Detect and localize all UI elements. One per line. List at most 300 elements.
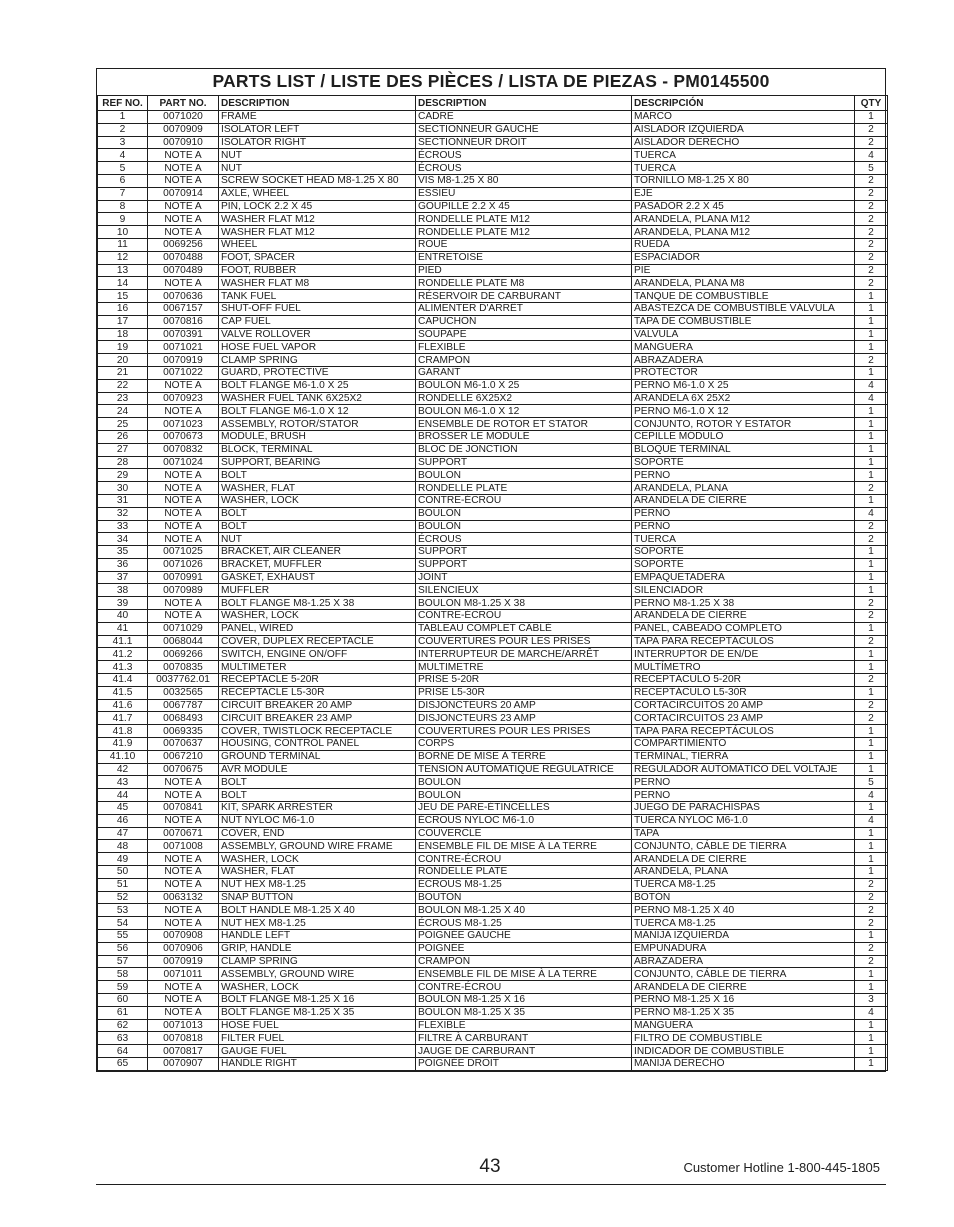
cell-qty: 1	[855, 1032, 888, 1045]
cell-description-fr: ENTRETOISE	[416, 251, 632, 264]
cell-part-no: 0070906	[148, 942, 219, 955]
cell-description-fr: CRAMPON	[416, 955, 632, 968]
cell-description-en: WASHER FLAT M8	[219, 277, 416, 290]
table-row	[98, 750, 888, 763]
cell-description-fr: DISJONCTEURS 20 AMP	[416, 699, 632, 712]
cell-qty: 4	[855, 1006, 888, 1019]
cell-qty: 2	[855, 904, 888, 917]
cell-description-es: ABRAZADERA	[632, 955, 855, 968]
cell-description-fr: FLEXIBLE	[416, 1019, 632, 1032]
cell-description-es: COMPARTIMIENTO	[632, 738, 855, 751]
table-row	[98, 622, 888, 635]
table-row	[98, 776, 888, 789]
table-row	[98, 456, 888, 469]
cell-qty: 1	[855, 328, 888, 341]
cell-qty: 2	[855, 174, 888, 187]
cell-description-es: SOPORTE	[632, 456, 855, 469]
table-row	[98, 392, 888, 405]
cell-qty: 1	[855, 1045, 888, 1058]
cell-part-no: NOTE A	[148, 379, 219, 392]
table-row	[98, 482, 888, 495]
header-part-no: PART NO.	[148, 96, 219, 111]
cell-description-en: SUPPORT, BEARING	[219, 456, 416, 469]
cell-description-es: VALVULA	[632, 328, 855, 341]
cell-ref-no: 5	[98, 162, 148, 175]
cell-description-es: TANQUE DE COMBUSTIBLE	[632, 290, 855, 303]
table-row	[98, 712, 888, 725]
cell-description-es: PANEL, CABEADO COMPLETO	[632, 622, 855, 635]
cell-description-fr: CONTRE-ÉCROU	[416, 494, 632, 507]
header-qty: QTY	[855, 96, 888, 111]
cell-qty: 1	[855, 1057, 888, 1070]
cell-part-no: NOTE A	[148, 520, 219, 533]
cell-description-es: ABRAZADERA	[632, 354, 855, 367]
page-number: 43	[479, 1156, 501, 1177]
cell-description-fr: CONTRE-ÉCROU	[416, 610, 632, 623]
cell-description-en: WASHER, LOCK	[219, 853, 416, 866]
parts-table-body	[98, 111, 888, 1071]
cell-part-no: 0070673	[148, 430, 219, 443]
table-row	[98, 917, 888, 930]
cell-ref-no: 42	[98, 763, 148, 776]
cell-description-fr: GARANT	[416, 366, 632, 379]
cell-ref-no: 55	[98, 930, 148, 943]
cell-description-fr: ENSEMBLE DE ROTOR ET STATOR	[416, 418, 632, 431]
cell-ref-no: 45	[98, 802, 148, 815]
cell-description-fr: BOULON M8-1.25 X 35	[416, 1006, 632, 1019]
cell-ref-no: 41.6	[98, 699, 148, 712]
cell-description-es: TUERCA M8-1.25	[632, 878, 855, 891]
table-row	[98, 302, 888, 315]
cell-qty: 2	[855, 213, 888, 226]
cell-description-fr: CADRE	[416, 111, 632, 124]
cell-description-en: FOOT, RUBBER	[219, 264, 416, 277]
cell-description-es: PERNO M8-1.25 X 40	[632, 904, 855, 917]
cell-ref-no: 41.1	[98, 635, 148, 648]
cell-ref-no: 31	[98, 494, 148, 507]
cell-description-fr: CAPUCHON	[416, 315, 632, 328]
cell-description-es: RECEPTÁCULO 5-20R	[632, 674, 855, 687]
cell-description-en: COVER, DUPLEX RECEPTACLE	[219, 635, 416, 648]
cell-qty: 2	[855, 187, 888, 200]
cell-ref-no: 4	[98, 149, 148, 162]
cell-ref-no: 41.4	[98, 674, 148, 687]
cell-ref-no: 64	[98, 1045, 148, 1058]
cell-description-es: PERNO	[632, 776, 855, 789]
cell-ref-no: 16	[98, 302, 148, 315]
cell-description-fr: BLOC DE JONCTION	[416, 443, 632, 456]
cell-description-en: WASHER, LOCK	[219, 981, 416, 994]
cell-description-fr: COUVERTURES POUR LES PRISES	[416, 725, 632, 738]
table-row	[98, 507, 888, 520]
cell-part-no: 0037762.01	[148, 674, 219, 687]
cell-description-fr: RONDELLE PLATE M12	[416, 213, 632, 226]
cell-description-fr: CORPS	[416, 738, 632, 751]
cell-description-en: BOLT	[219, 520, 416, 533]
cell-qty: 2	[855, 251, 888, 264]
cell-qty: 2	[855, 264, 888, 277]
cell-part-no: NOTE A	[148, 993, 219, 1006]
cell-qty: 1	[855, 302, 888, 315]
cell-part-no: NOTE A	[148, 597, 219, 610]
cell-part-no: NOTE A	[148, 853, 219, 866]
cell-part-no: NOTE A	[148, 494, 219, 507]
cell-part-no: 0070908	[148, 930, 219, 943]
cell-ref-no: 37	[98, 571, 148, 584]
cell-description-es: ARANDELA, PLANA M12	[632, 213, 855, 226]
cell-qty: 1	[855, 1019, 888, 1032]
cell-part-no: NOTE A	[148, 533, 219, 546]
table-row	[98, 469, 888, 482]
cell-part-no: 0070835	[148, 661, 219, 674]
table-row	[98, 405, 888, 418]
cell-part-no: NOTE A	[148, 226, 219, 239]
cell-description-en: BRACKET, AIR CLEANER	[219, 546, 416, 559]
cell-qty: 1	[855, 802, 888, 815]
cell-description-en: BOLT FLANGE M6-1.0 X 12	[219, 405, 416, 418]
cell-description-fr: BOULON	[416, 520, 632, 533]
cell-part-no: 0071026	[148, 558, 219, 571]
cell-ref-no: 1	[98, 111, 148, 124]
table-row	[98, 123, 888, 136]
cell-part-no: 0067210	[148, 750, 219, 763]
cell-description-fr: ÉCROUS M8-1.25	[416, 878, 632, 891]
cell-ref-no: 8	[98, 200, 148, 213]
table-row	[98, 187, 888, 200]
table-row	[98, 904, 888, 917]
cell-description-es: ARANDELA DE CIERRE	[632, 981, 855, 994]
cell-qty: 2	[855, 354, 888, 367]
cell-description-en: GROUND TERMINAL	[219, 750, 416, 763]
cell-description-fr: SILENCIEUX	[416, 584, 632, 597]
cell-description-fr: CRAMPON	[416, 354, 632, 367]
cell-part-no: 0071022	[148, 366, 219, 379]
table-row	[98, 763, 888, 776]
cell-description-es: REGULADOR AUTOMÁTICO DEL VOLTAJE	[632, 763, 855, 776]
table-row	[98, 430, 888, 443]
cell-description-es: AISLADOR DERECHO	[632, 136, 855, 149]
cell-description-fr: BOULON M8-1.25 X 38	[416, 597, 632, 610]
cell-qty: 1	[855, 840, 888, 853]
cell-qty: 2	[855, 878, 888, 891]
cell-description-en: WASHER, LOCK	[219, 494, 416, 507]
cell-part-no: NOTE A	[148, 469, 219, 482]
cell-description-es: MARCO	[632, 111, 855, 124]
cell-description-fr: SOUPAPE	[416, 328, 632, 341]
cell-part-no: NOTE A	[148, 174, 219, 187]
cell-description-es: ARANDELA DE CIERRE	[632, 494, 855, 507]
cell-ref-no: 27	[98, 443, 148, 456]
cell-description-fr: BOULON	[416, 789, 632, 802]
header-description-fr: DESCRIPTION	[416, 96, 632, 111]
table-row	[98, 738, 888, 751]
cell-description-en: NUT HEX M8-1.25	[219, 878, 416, 891]
cell-description-fr: RONDELLE PLATE M12	[416, 226, 632, 239]
cell-description-fr: ÉCROUS	[416, 149, 632, 162]
cell-qty: 2	[855, 635, 888, 648]
cell-part-no: 0071013	[148, 1019, 219, 1032]
cell-ref-no: 52	[98, 891, 148, 904]
cell-part-no: 0068044	[148, 635, 219, 648]
cell-description-en: SHUT-OFF FUEL	[219, 302, 416, 315]
cell-qty: 4	[855, 814, 888, 827]
table-row	[98, 341, 888, 354]
cell-description-es: ARANDELA DE CIERRE	[632, 610, 855, 623]
cell-part-no: NOTE A	[148, 776, 219, 789]
cell-description-en: BOLT HANDLE M8-1.25 X 40	[219, 904, 416, 917]
cell-ref-no: 2	[98, 123, 148, 136]
cell-part-no: 0067157	[148, 302, 219, 315]
cell-description-es: PERNO	[632, 789, 855, 802]
cell-qty: 2	[855, 597, 888, 610]
cell-description-es: CONJUNTO, CÁBLE DE TIERRA	[632, 840, 855, 853]
cell-qty: 1	[855, 341, 888, 354]
cell-part-no: 0068493	[148, 712, 219, 725]
cell-description-es: AISLADOR IZQUIERDA	[632, 123, 855, 136]
table-row	[98, 699, 888, 712]
cell-qty: 1	[855, 853, 888, 866]
cell-description-en: RECEPTACLE 5-20R	[219, 674, 416, 687]
cell-ref-no: 32	[98, 507, 148, 520]
cell-description-en: VALVE ROLLOVER	[219, 328, 416, 341]
table-row	[98, 814, 888, 827]
cell-description-fr: SUPPORT	[416, 546, 632, 559]
cell-qty: 1	[855, 111, 888, 124]
cell-part-no: NOTE A	[148, 482, 219, 495]
cell-qty: 1	[855, 571, 888, 584]
cell-description-es: ARANDELA 6X 25X2	[632, 392, 855, 405]
cell-qty: 2	[855, 277, 888, 290]
cell-description-es: ARANDELA, PLANA	[632, 866, 855, 879]
cell-description-fr: ÉCROUS	[416, 533, 632, 546]
table-row	[98, 136, 888, 149]
cell-ref-no: 19	[98, 341, 148, 354]
cell-description-fr: ÉCROUS NYLOC M6-1.0	[416, 814, 632, 827]
cell-description-en: CAP FUEL	[219, 315, 416, 328]
cell-description-en: HANDLE LEFT	[219, 930, 416, 943]
cell-description-en: NUT	[219, 533, 416, 546]
cell-description-en: CIRCUIT BREAKER 23 AMP	[219, 712, 416, 725]
cell-description-fr: BROSSER LE MODULE	[416, 430, 632, 443]
table-row	[98, 955, 888, 968]
cell-description-fr: FILTRE À CARBURANT	[416, 1032, 632, 1045]
cell-description-es: SOPORTE	[632, 558, 855, 571]
cell-qty: 4	[855, 392, 888, 405]
cell-part-no: 0070989	[148, 584, 219, 597]
cell-part-no: 0069266	[148, 648, 219, 661]
cell-qty: 1	[855, 315, 888, 328]
cell-ref-no: 29	[98, 469, 148, 482]
cell-qty: 2	[855, 482, 888, 495]
table-row	[98, 494, 888, 507]
cell-description-fr: BOULON M8-1.25 X 16	[416, 993, 632, 1006]
table-row	[98, 968, 888, 981]
table-row	[98, 610, 888, 623]
cell-description-es: EMPUÑADURA	[632, 942, 855, 955]
cell-description-fr: CONTRE-ÉCROU	[416, 981, 632, 994]
cell-description-fr: JEU DE PARE-ÉTINCELLES	[416, 802, 632, 815]
cell-part-no: 0070488	[148, 251, 219, 264]
cell-qty: 1	[855, 661, 888, 674]
cell-part-no: 0071025	[148, 546, 219, 559]
cell-qty: 1	[855, 405, 888, 418]
cell-description-en: FRAME	[219, 111, 416, 124]
cell-description-en: BOLT	[219, 789, 416, 802]
table-row	[98, 635, 888, 648]
cell-part-no: NOTE A	[148, 277, 219, 290]
cell-description-es: CEPILLE MÓDULO	[632, 430, 855, 443]
cell-part-no: 0070919	[148, 354, 219, 367]
cell-qty: 2	[855, 955, 888, 968]
cell-description-en: CLAMP SPRING	[219, 354, 416, 367]
cell-ref-no: 40	[98, 610, 148, 623]
cell-description-fr: BOULON M6-1.0 X 25	[416, 379, 632, 392]
cell-ref-no: 59	[98, 981, 148, 994]
cell-qty: 1	[855, 558, 888, 571]
cell-ref-no: 41.5	[98, 686, 148, 699]
cell-qty: 4	[855, 379, 888, 392]
cell-description-es: PERNO M6-1.0 X 12	[632, 405, 855, 418]
cell-description-es: MULTÍMETRO	[632, 661, 855, 674]
cell-ref-no: 65	[98, 1057, 148, 1070]
cell-description-fr: COUVERCLE	[416, 827, 632, 840]
cell-description-en: GUARD, PROTECTIVE	[219, 366, 416, 379]
cell-qty: 2	[855, 533, 888, 546]
cell-part-no: 0070991	[148, 571, 219, 584]
cell-part-no: NOTE A	[148, 405, 219, 418]
cell-description-fr: BOULON M8-1.25 X 40	[416, 904, 632, 917]
cell-description-fr: ENSEMBLE FIL DE MISE À LA TERRE	[416, 840, 632, 853]
parts-list-sheet	[96, 68, 886, 1072]
table-row	[98, 571, 888, 584]
table-row	[98, 354, 888, 367]
table-row	[98, 238, 888, 251]
cell-description-en: ASSEMBLY, ROTOR/STATOR	[219, 418, 416, 431]
table-row	[98, 878, 888, 891]
cell-qty: 2	[855, 917, 888, 930]
cell-description-en: WHEEL	[219, 238, 416, 251]
cell-description-en: SWITCH, ENGINE ON/OFF	[219, 648, 416, 661]
cell-ref-no: 39	[98, 597, 148, 610]
cell-qty: 1	[855, 750, 888, 763]
cell-part-no: NOTE A	[148, 904, 219, 917]
cell-qty: 1	[855, 968, 888, 981]
cell-description-fr: RONDELLE PLATE M8	[416, 277, 632, 290]
cell-description-es: MANGUERA	[632, 1019, 855, 1032]
cell-qty: 1	[855, 738, 888, 751]
table-row	[98, 661, 888, 674]
cell-part-no: 0070817	[148, 1045, 219, 1058]
cell-qty: 3	[855, 993, 888, 1006]
cell-part-no: NOTE A	[148, 981, 219, 994]
table-header-row	[98, 96, 888, 111]
cell-description-fr: VIS M8-1.25 X 80	[416, 174, 632, 187]
cell-description-fr: JAUGE DE CARBURANT	[416, 1045, 632, 1058]
cell-part-no: NOTE A	[148, 213, 219, 226]
cell-part-no: 0070832	[148, 443, 219, 456]
cell-description-en: BLOCK, TERMINAL	[219, 443, 416, 456]
cell-part-no: NOTE A	[148, 162, 219, 175]
cell-description-en: NUT NYLOC M6-1.0	[219, 814, 416, 827]
cell-description-fr: POIGNÉE GAUCHE	[416, 930, 632, 943]
cell-ref-no: 11	[98, 238, 148, 251]
table-row	[98, 853, 888, 866]
cell-description-es: MANIJA DERECHO	[632, 1057, 855, 1070]
table-row	[98, 1045, 888, 1058]
cell-description-en: NUT	[219, 162, 416, 175]
cell-ref-no: 41.2	[98, 648, 148, 661]
cell-description-fr: BOULON	[416, 469, 632, 482]
table-row	[98, 443, 888, 456]
cell-description-fr: PRISE L5-30R	[416, 686, 632, 699]
cell-description-es: PERNO M6-1.0 X 25	[632, 379, 855, 392]
table-row	[98, 251, 888, 264]
cell-part-no: 0070675	[148, 763, 219, 776]
cell-description-es: CORTACIRCUITOS 20 AMP	[632, 699, 855, 712]
cell-description-en: BOLT FLANGE M8-1.25 X 16	[219, 993, 416, 1006]
cell-description-en: WASHER, LOCK	[219, 610, 416, 623]
table-row	[98, 213, 888, 226]
cell-qty: 5	[855, 776, 888, 789]
cell-description-es: BOTÓN	[632, 891, 855, 904]
cell-description-en: COVER, END	[219, 827, 416, 840]
cell-description-fr: SUPPORT	[416, 558, 632, 571]
page-title: PARTS LIST / LISTE DES PIÈCES / LISTA DE PIEZAS - PM0145500	[212, 71, 770, 91]
cell-description-es: TERMINAL, TIERRA	[632, 750, 855, 763]
cell-description-en: HOSE FUEL	[219, 1019, 416, 1032]
cell-description-es: PERNO	[632, 469, 855, 482]
cell-part-no: NOTE A	[148, 866, 219, 879]
cell-part-no: NOTE A	[148, 814, 219, 827]
cell-description-es: SILENCIADOR	[632, 584, 855, 597]
cell-ref-no: 53	[98, 904, 148, 917]
cell-description-en: WASHER FLAT M12	[219, 226, 416, 239]
table-row	[98, 597, 888, 610]
cell-description-es: CORTACIRCUITOS 23 AMP	[632, 712, 855, 725]
cell-ref-no: 44	[98, 789, 148, 802]
cell-part-no: 0070907	[148, 1057, 219, 1070]
cell-description-en: WASHER, FLAT	[219, 482, 416, 495]
cell-ref-no: 6	[98, 174, 148, 187]
header-description-en: DESCRIPTION	[219, 96, 416, 111]
cell-ref-no: 10	[98, 226, 148, 239]
cell-ref-no: 18	[98, 328, 148, 341]
cell-description-fr: SECTIONNEUR GAUCHE	[416, 123, 632, 136]
cell-ref-no: 62	[98, 1019, 148, 1032]
cell-description-fr: MULTIMETRE	[416, 661, 632, 674]
cell-part-no: 0070391	[148, 328, 219, 341]
cell-description-fr: GOUPILLE 2.2 X 45	[416, 200, 632, 213]
cell-qty: 1	[855, 443, 888, 456]
cell-description-fr: ROUE	[416, 238, 632, 251]
cell-part-no: NOTE A	[148, 878, 219, 891]
cell-description-en: ASSEMBLY, GROUND WIRE	[219, 968, 416, 981]
cell-part-no: 0071021	[148, 341, 219, 354]
cell-part-no: 0069335	[148, 725, 219, 738]
cell-description-en: BRACKET, MUFFLER	[219, 558, 416, 571]
cell-part-no: 0070637	[148, 738, 219, 751]
table-row	[98, 226, 888, 239]
cell-part-no: 0070636	[148, 290, 219, 303]
cell-description-es: PIE	[632, 264, 855, 277]
cell-ref-no: 60	[98, 993, 148, 1006]
table-row	[98, 930, 888, 943]
cell-description-es: PASADOR 2.2 X 45	[632, 200, 855, 213]
cell-description-en: WASHER FLAT M12	[219, 213, 416, 226]
table-row	[98, 162, 888, 175]
table-row	[98, 290, 888, 303]
cell-qty: 1	[855, 469, 888, 482]
